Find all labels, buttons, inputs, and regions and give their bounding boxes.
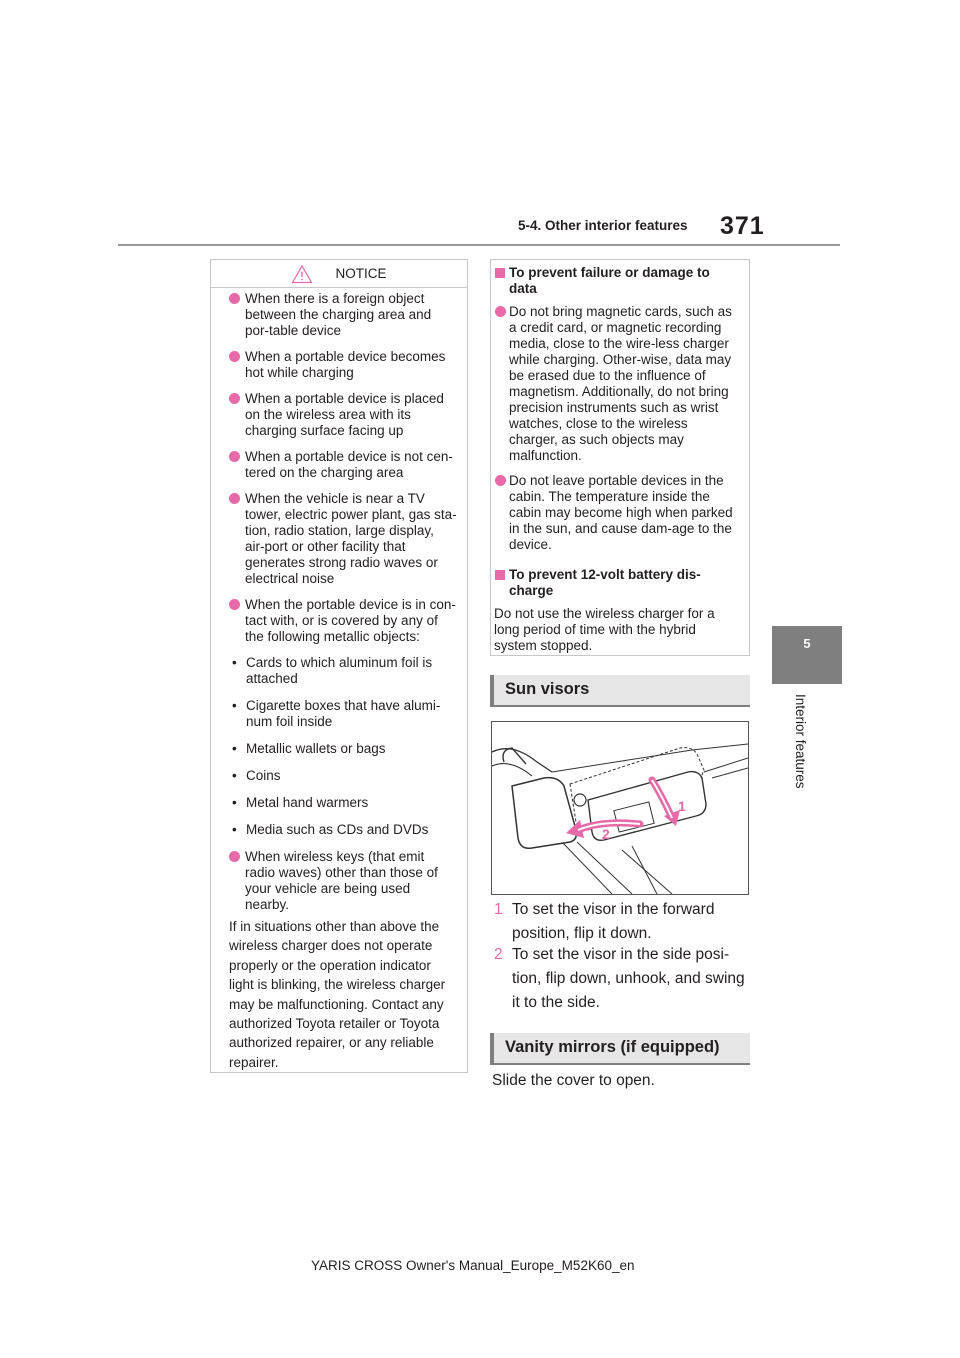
metal-object-item: • Coins — [232, 768, 281, 783]
info-box — [490, 259, 750, 656]
bullet-dot-icon — [229, 851, 240, 862]
bullet-dot-icon — [229, 493, 240, 504]
section-title: 5-4. Other interior features — [518, 218, 688, 233]
visor-step: 1 To set the visor in the forward position, flip it down. — [494, 901, 715, 942]
bullet-dot-icon — [495, 306, 506, 317]
sun-visor-drawing — [492, 722, 748, 894]
bullet-dot-icon — [229, 351, 240, 362]
bullet-dot-icon — [229, 599, 240, 610]
header-rule — [118, 244, 840, 246]
notice-box — [210, 259, 468, 1073]
metal-object-item: • Cards to which aluminum foil is attached — [232, 655, 433, 686]
notice-bullet: When wireless keys (that emit radio waves) other than those of your vehicle are being used nearby. — [229, 849, 457, 913]
notice-closing: If in situations other than above the wireless charger does not operate properly or the operation indicator light is blinking, the wireless charger may be malfunctioning. Contact any authorized Toyota retailer or Toyota authorized repairer, or any reliable repairer. — [229, 919, 446, 1070]
sun-visor-illustration — [491, 721, 749, 895]
callout-1: 1 — [678, 798, 686, 814]
info-bullet: Do not bring magnetic cards, such as a credit card, or magnetic recording media, close to the wire-less charger while charging. Other-wise, data may be erased due to the influence of magnetism. Additionally, do not bring precision instruments such as wrist watches, close to the wireless charger, as such objects may malfunction. — [494, 304, 739, 464]
notice-bullet: When the portable device is in con-tact with, or is covered by any of the following metallic objects: — [229, 597, 457, 645]
notice-title: NOTICE — [335, 266, 387, 281]
page-number: 371 — [720, 212, 765, 240]
notice-bullet: When a portable device is not cen-tered on the charging area — [229, 449, 457, 481]
sun-visors-heading: Sun visors — [490, 675, 750, 707]
chapter-label: Interior features — [793, 694, 808, 789]
notice-bullet: When a portable device is placed on the wireless area with its charging surface facing up — [229, 391, 457, 439]
bullet-dot-icon — [229, 293, 240, 304]
visor-step: 2 To set the visor in the side posi-tion, flip down, unhook, and swing it to the side. — [494, 946, 745, 1011]
footer: YARIS CROSS Owner's Manual_Europe_M52K60_en — [311, 1258, 635, 1273]
metal-object-item: • Cigarette boxes that have alumi-num foil inside — [232, 698, 441, 729]
notice-bullet: When there is a foreign object between the charging area and por-table device — [229, 291, 457, 339]
square-bullet-icon — [495, 570, 505, 580]
chapter-tab: 5 — [772, 626, 842, 684]
metal-object-item: • Metal hand warmers — [232, 795, 369, 810]
bullet-dot-icon — [229, 451, 240, 462]
notice-bullet: When the vehicle is near a TV tower, electric power plant, gas sta-tion, radio station, large display, air-port or other facility that generates strong radio waves or electrical noise — [229, 491, 457, 587]
callout-2: 2 — [602, 826, 610, 842]
metal-object-item: • Media such as CDs and DVDs — [232, 822, 429, 837]
warning-triangle-icon — [291, 264, 313, 284]
bullet-dot-icon — [229, 393, 240, 404]
notice-body — [211, 288, 467, 1072]
notice-title-bar — [211, 260, 467, 287]
info-bullet: Do not leave portable devices in the cabin. The temperature inside the cabin may become high when parked in the sun, and cause dam-age to the device. — [494, 473, 739, 553]
vanity-text: Slide the cover to open. — [492, 1072, 655, 1089]
vanity-mirrors-heading: Vanity mirrors (if equipped) — [490, 1033, 750, 1065]
notice-bullet: When a portable device becomes hot while charging — [229, 349, 457, 381]
info-heading: To prevent 12-volt battery dis-charge — [494, 567, 739, 599]
metal-object-item: • Metallic wallets or bags — [232, 741, 386, 756]
bullet-dot-icon — [495, 475, 506, 486]
info-text: Do not use the wireless charger for a long period of time with the hybrid system stopped. — [494, 606, 715, 653]
info-heading: To prevent failure or damage to data — [494, 265, 739, 297]
square-bullet-icon — [495, 268, 505, 278]
